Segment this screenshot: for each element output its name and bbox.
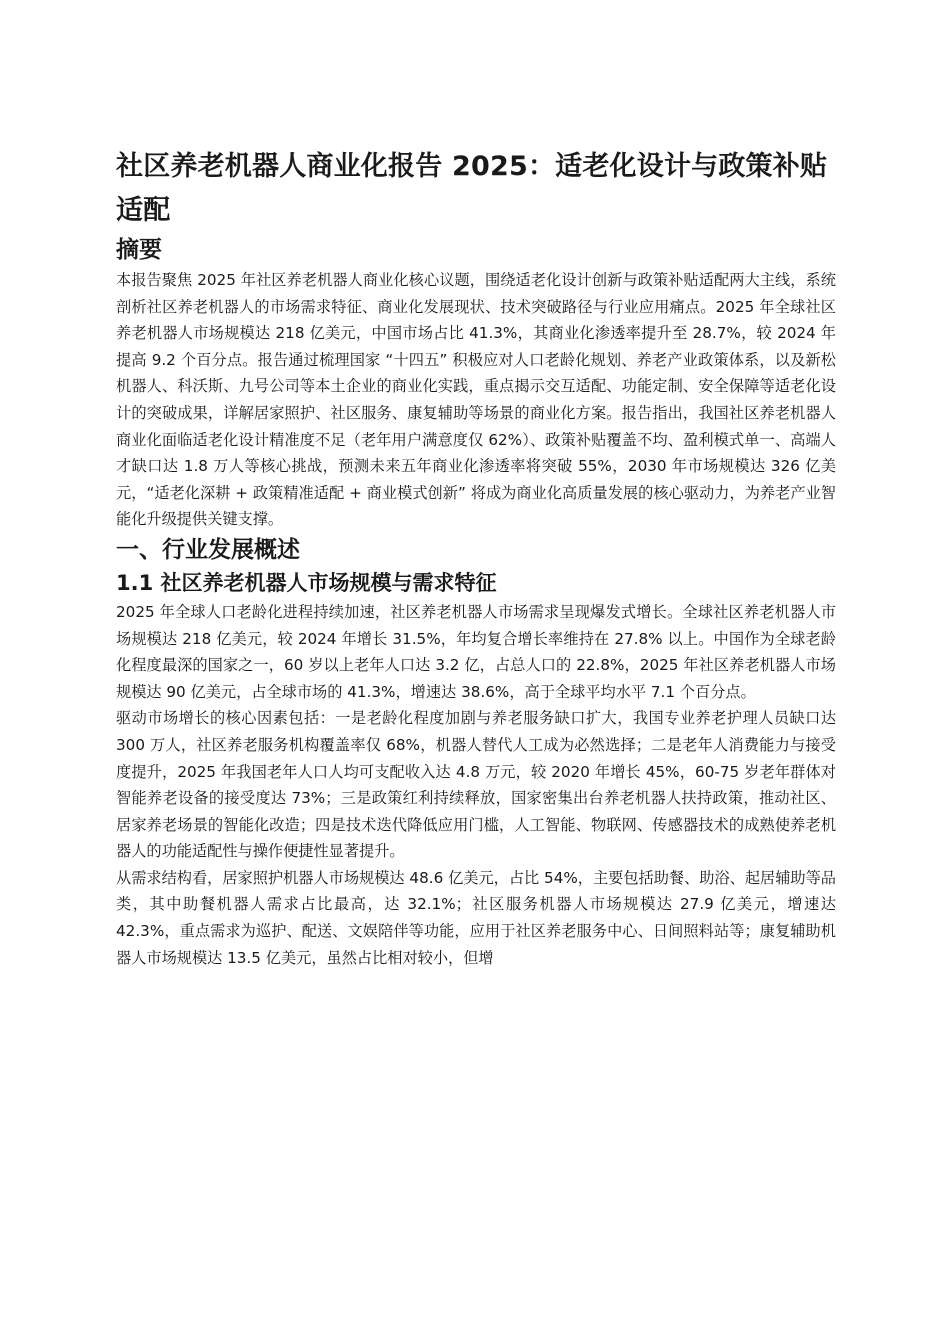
section-heading-industry-overview: 一、行业发展概述 — [116, 536, 300, 563]
subsection-heading-market-size: 1.1 社区养老机器人市场规模与需求特征 — [116, 570, 497, 595]
document-page — [116, 145, 836, 971]
abstract-paragraph: 本报告聚焦 2025 年社区养老机器人商业化核心议题，围绕适老化设计创新与政策补贴适配两大主线，系统剖析社区养老机器人的市场需求特征、商业化发展现状、技术突破路径与行业应用痛点。2025 年全球社区养老机器人市场规模达 218 亿美元，中国市场占比 41.3%，其商业化渗透率提升至 28.7%，较 2024 年提高 9.2 个百分点。报告通过梳理国家 “十四五” 积极应对人口老龄化规划、养老产业政策体系，以及新松机器人、科沃斯、九号公司等本土企业的商业化实践，重点揭示交互适配、功能定制、安全保障等适老化设计的突破成果，详解居家照护、社区服务、康复辅助等场景的商业化方案。报告指出，我国社区养老机器人商业化面临适老化设计精准度不足（老年用户满意度仅 62%）、政策补贴覆盖不均、盈利模式单一、高端人才缺口达 1.8 万人等核心挑战，预测未来五年商业化渗透率将突破 55%，2030 年市场规模达 326 亿美元，“适老化深耕 + 政策精准适配 + 商业模式创新” 将成为商业化高质量发展的核心驱动力，为养老产业智能化升级提供关键支撑。 — [116, 271, 836, 529]
body-paragraph: 驱动市场增长的核心因素包括：一是老龄化程度加剧与养老服务缺口扩大，我国专业养老护理人员缺口达 300 万人，社区养老服务机构覆盖率仅 68%，机器人替代人工成为必然选择；二是老年人消费能力与接受度提升，2025 年我国老年人口人均可支配收入达 4.8 万元，较 2020 年增长 45%，60-75 岁老年群体对智能养老设备的接受度达 73%；三是政策红利持续释放，国家密集出台养老机器人扶持政策，推动社区、居家养老场景的智能化改造；四是技术迭代降低应用门槛，人工智能、物联网、传感器技术的成熟使养老机器人的功能适配性与操作便捷性显著提升。 — [116, 709, 836, 861]
abstract-heading: 摘要 — [116, 237, 162, 263]
body-paragraph: 2025 年全球人口老龄化进程持续加速，社区养老机器人市场需求呈现爆发式增长。全球社区养老机器人市场规模达 218 亿美元，较 2024 年增长 31.5%，年均复合增长率维持在 27.8% 以上。中国作为全球老龄化程度最深的国家之一，60 岁以上老年人口达 3.2 亿，占总人口的 22.8%，2025 年社区养老机器人市场规模达 90 亿美元，占全球市场的 41.3%，增速达 38.6%，高于全球平均水平 7.1 个百分点。 — [116, 602, 836, 701]
body-paragraph: 从需求结构看，居家照护机器人市场规模达 48.6 亿美元，占比 54%，主要包括助餐、助浴、起居辅助等品类，其中助餐机器人需求占比最高，达 32.1%；社区服务机器人市场规模达 27.9 亿美元，增速达 42.3%，重点需求为巡护、配送、文娱陪伴等功能，应用于社区养老服务中心、日间照料站等；康复辅助机器人市场规模达 13.5 亿美元，虽然占比相对较小，但增 — [116, 868, 836, 967]
document-title: 社区养老机器人商业化报告 2025：适老化设计与政策补贴适配 — [116, 151, 828, 226]
